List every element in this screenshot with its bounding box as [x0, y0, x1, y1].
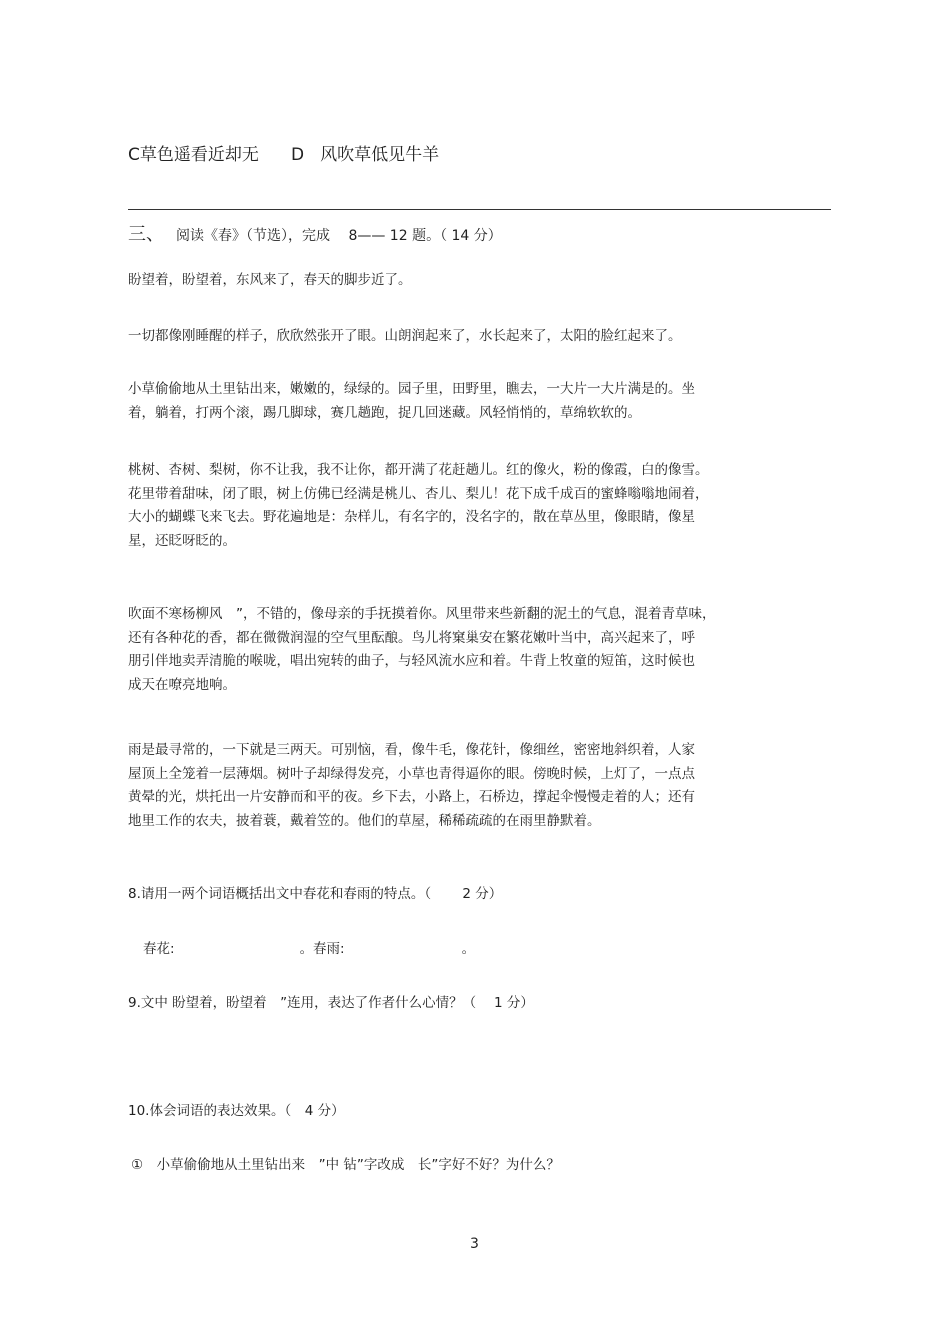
paragraph-line: 成天在嘹亮地响。: [128, 676, 236, 693]
paragraph-line: 吹面不寒杨柳风 ”，不错的，像母亲的手抚摸着你。风里带来些新翻的泥土的气息，混着青草味，: [128, 606, 716, 622]
rain-label: 。春雨:: [299, 941, 345, 957]
paragraph-line: 星，还眨呀眨的。: [128, 532, 236, 549]
option-d-text: 风吹草低见牛羊: [320, 145, 440, 165]
paragraph-line: 雨是最寻常的，一下就是三两天。可别恼，看，像牛毛，像花针，像细丝，密密地斜织着，人家: [128, 742, 695, 758]
divider-line: [128, 209, 831, 210]
option-d-label: D: [291, 145, 305, 165]
passage-paragraph-2: [128, 325, 768, 349]
passage-paragraph-3: [128, 378, 768, 425]
paragraph-line: 还有各种花的香，都在微微润湿的空气里酝酿。鸟儿将窠巢安在繁花嫩叶当中，高兴起来了，呼: [128, 629, 695, 646]
answer-end: 。: [461, 941, 476, 957]
paragraph-line: 花里带着甜味，闭了眼，树上仿佛已经满是桃儿、杏儿、梨儿！花下成千成百的蜜蜂嗡嗡地闹着，: [128, 485, 709, 502]
passage-paragraph-6: [128, 739, 768, 833]
option-c-text: 草色遥看近却无: [139, 145, 259, 165]
paragraph-line: 黄晕的光，烘托出一片安静而和平的夜。乡下去，小路上，石桥边，撑起伞慢慢走着的人；还有: [128, 789, 695, 805]
passage-paragraph-4: [128, 459, 768, 553]
option-c-label: C: [128, 145, 140, 165]
paragraph-line: 屋顶上全笼着一层薄烟。树叶子却绿得发亮，小草也青得逼你的眼。傍晚时候，上灯了，一点点: [128, 765, 695, 782]
paragraph-line: 大小的蝴蝶飞来飞去。野花遍地是：杂样儿，有名字的，没名字的，散在草丛里，像眼睛，像星: [128, 509, 695, 525]
paragraph-line: 地里工作的农夫，披着蓑，戴着笠的。他们的草屋，稀稀疏疏的在雨里静默着。: [128, 812, 601, 829]
paragraph-line: 着，躺着，打两个滚，踢几脚球，赛几趟跑，捉几回迷藏。风轻悄悄的，草绵软软的。: [128, 404, 641, 421]
flower-label: 春花:: [143, 941, 175, 957]
section-heading: [128, 220, 502, 246]
passage-paragraph-1: [128, 269, 768, 293]
option-d: [291, 140, 439, 165]
section-number: 三、: [128, 224, 164, 245]
question-10-item-1: ① 小草偷偷地从土里钻出来 ”中 钻”字改成 长”字好不好？为什么？: [131, 1157, 560, 1173]
page-number: 3: [470, 1236, 479, 1252]
paragraph-line: 盼望着，盼望着，东风来了，春天的脚步近了。: [128, 272, 412, 288]
paragraph-line: 小草偷偷地从土里钻出来，嫩嫩的，绿绿的。园子里，田野里，瞧去，一大片一大片满是的。坐: [128, 381, 695, 397]
paragraph-line: 一切都像刚睡醒的样子，欣欣然张开了眼。山朗润起来了，水长起来了，太阳的脸红起来了。: [128, 328, 682, 344]
passage-paragraph-5: [128, 603, 768, 697]
question-9: 9.文中 盼望着，盼望着 ”连用，表达了作者什么心情？（ 1 分）: [128, 995, 534, 1011]
paragraph-line: 朋引伴地卖弄清脆的喉咙，唱出宛转的曲子，与轻风流水应和着。牛背上牧童的短笛，这时候也: [128, 653, 695, 669]
paragraph-line: 桃树、杏树、梨树，你不让我，我不让你，都开满了花赶趟儿。红的像火，粉的像霞，白的像雪。: [128, 462, 709, 478]
section-title: 阅读《春》（节选），完成 8—— 12 题。（ 14 分）: [176, 228, 502, 244]
question-8-answer-line: [143, 937, 475, 957]
question-8: 8.请用一两个词语概括出文中春花和春雨的特点。（ 2 分）: [128, 886, 503, 902]
option-c: [128, 140, 259, 165]
question-10: 10.体会词语的表达效果。（ 4 分）: [128, 1103, 345, 1119]
